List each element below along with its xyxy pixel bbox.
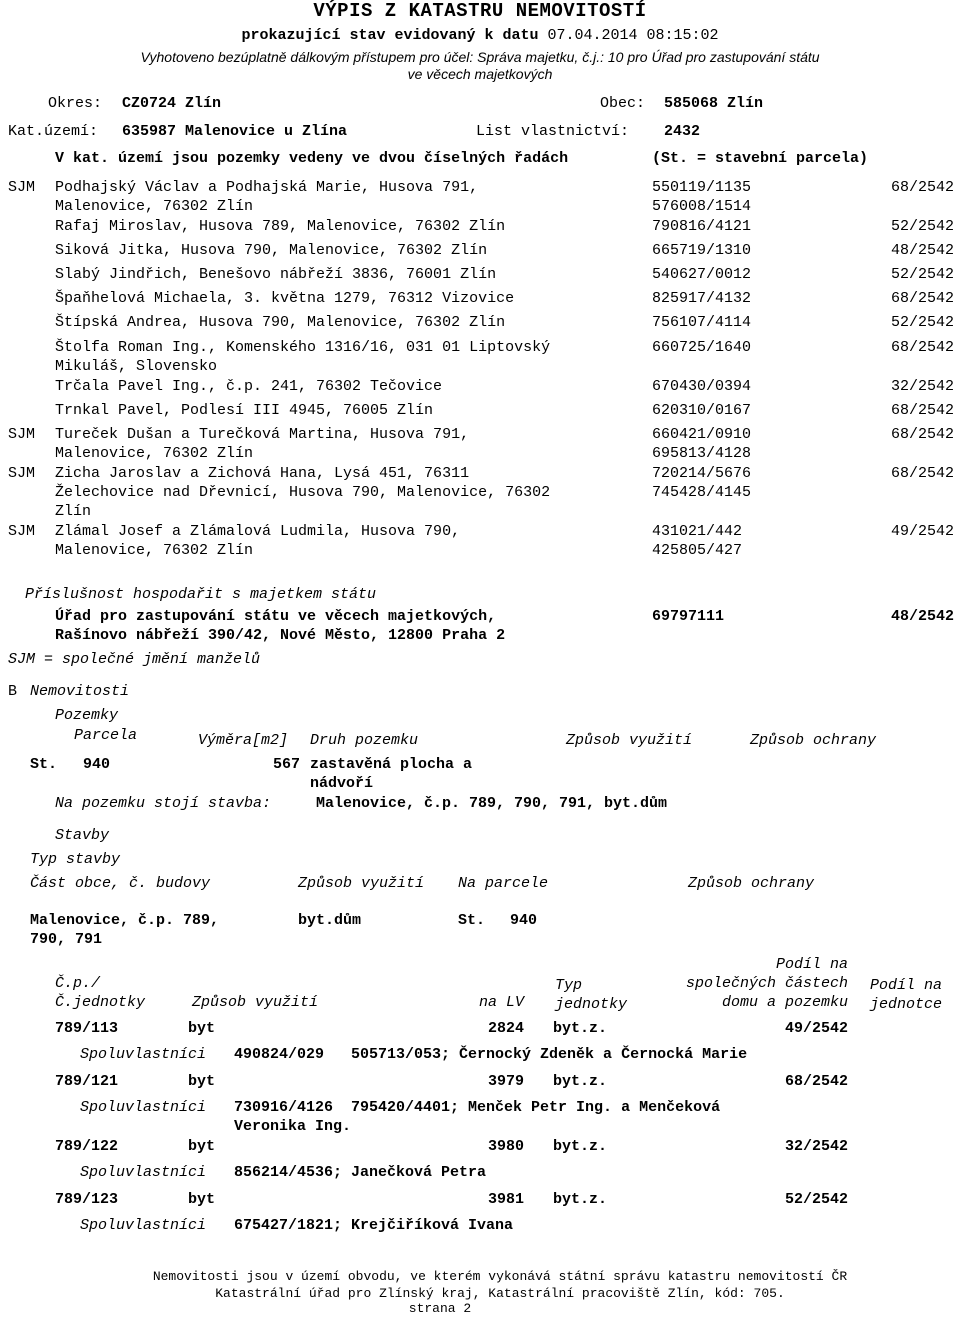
owner-share: 52/2542 xyxy=(890,266,954,283)
owner-name-line: Trnkal Pavel, Podlesí III 4945, 76005 Zlín xyxy=(55,402,434,419)
units-col-typ-1: Typ xyxy=(555,977,583,994)
okres-label: Okres: xyxy=(48,95,103,112)
footer-line-1: Nemovitosti jsou v území obvodu, ve kterém vykonává státní správu katastru nemovitostí ČR xyxy=(152,1269,848,1284)
owner-id: 756107/4114 xyxy=(652,314,752,331)
col-cast-obce: Část obce, č. budovy xyxy=(30,875,211,892)
rady-note-2: (St. = stavební parcela) xyxy=(652,150,869,167)
state-office-id: 69797111 xyxy=(652,608,725,625)
col-na-parcele: Na parcele xyxy=(458,875,549,892)
owner-id: 620310/0167 xyxy=(652,402,752,419)
parcel-type: St. xyxy=(30,756,58,773)
owner-id: 576008/1514 xyxy=(652,198,752,215)
lv-value: 2432 xyxy=(664,123,701,140)
unit-co-owners-label: Spoluvlastníci xyxy=(80,1164,207,1181)
unit-use: byt xyxy=(188,1191,216,1208)
obec-value: 585068 Zlín xyxy=(664,95,764,112)
owner-name-line: Malenovice, 76302 Zlín xyxy=(55,445,254,462)
owner-id: 825917/4132 xyxy=(652,290,752,307)
owner-name-line: Podhajský Václav a Podhajská Marie, Husova 791, xyxy=(55,179,479,196)
units-col-nalv: na LV xyxy=(478,994,524,1011)
owner-share: 32/2542 xyxy=(890,378,954,395)
unit-type: byt.z. xyxy=(553,1073,608,1090)
unit-type: byt.z. xyxy=(553,1020,608,1037)
units-col-podil-1: Podíl na xyxy=(775,956,848,973)
owner-name-line: Štolfa Roman Ing., Komenského 1316/16, 031 01 Liptovský xyxy=(55,339,551,356)
unit-share: 52/2542 xyxy=(784,1191,848,1208)
units-col-typ-2: jednotky xyxy=(555,996,628,1013)
owner-id: 660421/0910 xyxy=(652,426,752,443)
building-parcel-type: St. xyxy=(458,912,486,929)
owner-share: 68/2542 xyxy=(890,402,954,419)
building-line-1: Malenovice, č.p. 789, xyxy=(30,912,220,929)
col-zpusob-vyuziti: Způsob využití xyxy=(298,875,425,892)
unit-type: byt.z. xyxy=(553,1138,608,1155)
unit-number: 789/122 xyxy=(55,1138,119,1155)
owner-name-line: Malenovice, 76302 Zlín xyxy=(55,542,254,559)
owner-share: 68/2542 xyxy=(890,465,954,482)
owner-share: 68/2542 xyxy=(890,339,954,356)
section-b-letter: B xyxy=(8,683,18,700)
unit-use: byt xyxy=(188,1020,216,1037)
stavba-value: Malenovice, č.p. 789, 790, 791, byt.dům xyxy=(316,795,668,812)
units-col-cp-1: Č.p./ xyxy=(55,975,101,992)
owner-name-line: Rafaj Miroslav, Husova 789, Malenovice, 76302 Zlín xyxy=(55,218,506,235)
unit-share: 68/2542 xyxy=(784,1073,848,1090)
owner-sjm-mark: SJM xyxy=(8,523,36,540)
unit-share: 32/2542 xyxy=(784,1138,848,1155)
units-col-cp-2: Č.jednotky xyxy=(55,994,146,1011)
units-col-pj-1: Podíl na xyxy=(870,977,943,994)
col-vymera: Výměra[m2] xyxy=(198,732,289,749)
state-heading: Příslušnost hospodařit s majetkem státu xyxy=(25,586,377,603)
state-line xyxy=(0,26,960,45)
unit-number: 789/123 xyxy=(55,1191,119,1208)
unit-co-owners-line: 675427/1821; Krejčiříková Ivana xyxy=(234,1217,514,1234)
owner-name-line: Špaňhelová Michaela, 3. května 1279, 76312 Vizovice xyxy=(55,290,515,307)
owner-id: 670430/0394 xyxy=(652,378,752,395)
state-date: 07.04.2014 08:15:02 xyxy=(547,27,719,44)
okres-value: CZ0724 Zlín xyxy=(122,95,222,112)
col-druh: Druh pozemku xyxy=(310,732,419,749)
unit-co-owners-label: Spoluvlastníci xyxy=(80,1099,207,1116)
owner-share: 68/2542 xyxy=(890,179,954,196)
col-zpusob-ochrany: Způsob ochrany xyxy=(688,875,815,892)
col-vyuziti: Způsob využití xyxy=(566,732,693,749)
access-line-1: Vyhotoveno bezúplatně dálkovým přístupem pro účel: Správa majetku, č.j.: 10 pro Úřad pro zastupování státu xyxy=(140,49,820,65)
owner-share: 52/2542 xyxy=(890,314,954,331)
state-office-share: 48/2542 xyxy=(890,608,954,625)
pozemky-heading: Pozemky xyxy=(55,707,119,724)
unit-share: 49/2542 xyxy=(784,1020,848,1037)
owner-id: 790816/4121 xyxy=(652,218,752,235)
unit-co-owners-line: Veronika Ing. xyxy=(234,1118,352,1135)
stavby-heading: Stavby xyxy=(55,827,110,844)
owner-share: 68/2542 xyxy=(890,426,954,443)
unit-lv: 3980 xyxy=(487,1138,524,1155)
footer-line-2: Katastrální úřad pro Zlínský kraj, Katastrální pracoviště Zlín, kód: 705. xyxy=(215,1286,785,1301)
owner-id: 745428/4145 xyxy=(652,484,752,501)
owner-id: 665719/1310 xyxy=(652,242,752,259)
units-col-vyuziti: Způsob využití xyxy=(192,994,319,1011)
unit-number: 789/121 xyxy=(55,1073,119,1090)
owner-name-line: Zlín xyxy=(55,503,92,520)
units-col-podil-2: společných částech xyxy=(685,975,848,992)
unit-lv: 2824 xyxy=(487,1020,524,1037)
ku-value: 635987 Malenovice u Zlína xyxy=(122,123,348,140)
building-line-2: 790, 791 xyxy=(30,931,103,948)
owner-id: 540627/0012 xyxy=(652,266,752,283)
parcel-number: 940 xyxy=(83,756,111,773)
unit-use: byt xyxy=(188,1073,216,1090)
state-office-line-2: Rašínovo nábřeží 390/42, Nové Město, 12800 Praha 2 xyxy=(55,627,506,644)
owner-share: 48/2542 xyxy=(890,242,954,259)
owner-name-line: Štípská Andrea, Husova 790, Malenovice, 76302 Zlín xyxy=(55,314,506,331)
unit-number: 789/113 xyxy=(55,1020,119,1037)
owner-name-line: Želechovice nad Dřevnicí, Husova 790, Malenovice, 76302 xyxy=(55,484,551,501)
owner-name-line: Tureček Dušan a Turečková Martina, Husova 791, xyxy=(55,426,470,443)
state-office-line-1: Úřad pro zastupování státu ve věcech majetkových, xyxy=(55,608,497,625)
owner-name-line: Siková Jitka, Husova 790, Malenovice, 76302 Zlín xyxy=(55,242,488,259)
owner-name-line: Mikuláš, Slovensko xyxy=(55,358,218,375)
access-line-2: ve věcech majetkových xyxy=(407,66,553,82)
owner-id: 431021/442 xyxy=(652,523,743,540)
col-parcela: Parcela xyxy=(74,727,138,744)
unit-co-owners-line: 730916/4126 795420/4401; Menček Petr Ing. a Menčeková xyxy=(234,1099,721,1116)
building-parcel-number: 940 xyxy=(510,912,538,929)
col-ochrana: Způsob ochrany xyxy=(750,732,877,749)
parcel-druh-1: zastavěná plocha a xyxy=(310,756,473,773)
owner-name-line: Malenovice, 76302 Zlín xyxy=(55,198,254,215)
owner-sjm-mark: SJM xyxy=(8,426,36,443)
unit-type: byt.z. xyxy=(553,1191,608,1208)
lv-label: List vlastnictví: xyxy=(476,123,630,140)
owner-name-line: Zlámal Josef a Zlámalová Ludmila, Husova 790, xyxy=(55,523,461,540)
owner-share: 52/2542 xyxy=(890,218,954,235)
sjm-note: SJM = společné jmění manželů xyxy=(8,651,261,668)
owner-name-line: Trčala Pavel Ing., č.p. 241, 76302 Tečovice xyxy=(55,378,443,395)
section-b-title: Nemovitosti xyxy=(30,683,130,700)
owner-id: 425805/427 xyxy=(652,542,743,559)
page-number: strana 2 xyxy=(408,1301,472,1316)
owner-share: 68/2542 xyxy=(890,290,954,307)
parcel-area: 567 xyxy=(272,756,300,773)
parcel-druh-2: nádvoří xyxy=(310,775,374,792)
unit-lv: 3981 xyxy=(487,1191,524,1208)
unit-use: byt xyxy=(188,1138,216,1155)
units-col-pj-2: jednotce xyxy=(870,996,943,1013)
document-title: VÝPIS Z KATASTRU NEMOVITOSTÍ xyxy=(313,0,647,22)
owner-sjm-mark: SJM xyxy=(8,179,36,196)
owner-share: 49/2542 xyxy=(890,523,954,540)
state-label: prokazující stav evidovaný k datu xyxy=(241,27,539,44)
owner-name-line: Slabý Jindřich, Benešovo nábřeží 3836, 76001 Zlín xyxy=(55,266,497,283)
owner-id: 550119/1135 xyxy=(652,179,752,196)
unit-lv: 3979 xyxy=(487,1073,524,1090)
unit-co-owners-label: Spoluvlastníci xyxy=(80,1217,207,1234)
owner-name-line: Zicha Jaroslav a Zichová Hana, Lysá 451, 76311 xyxy=(55,465,470,482)
ku-label: Kat.území: xyxy=(8,123,99,140)
stavba-label: Na pozemku stojí stavba: xyxy=(55,795,272,812)
owner-id: 660725/1640 xyxy=(652,339,752,356)
unit-co-owners-line: 856214/4536; Janečková Petra xyxy=(234,1164,487,1181)
unit-co-owners-label: Spoluvlastníci xyxy=(80,1046,207,1063)
owner-id: 720214/5676 xyxy=(652,465,752,482)
obec-label: Obec: xyxy=(600,95,646,112)
unit-co-owners-line: 490824/029 505713/053; Černocký Zdeněk a Černocká Marie xyxy=(234,1046,748,1063)
units-col-podil-3: domu a pozemku xyxy=(721,994,848,1011)
building-use: byt.dům xyxy=(298,912,362,929)
typ-stavby-heading: Typ stavby xyxy=(30,851,121,868)
owner-id: 695813/4128 xyxy=(652,445,752,462)
owner-sjm-mark: SJM xyxy=(8,465,36,482)
rady-note: V kat. území jsou pozemky vedeny ve dvou číselných řadách xyxy=(55,150,569,167)
